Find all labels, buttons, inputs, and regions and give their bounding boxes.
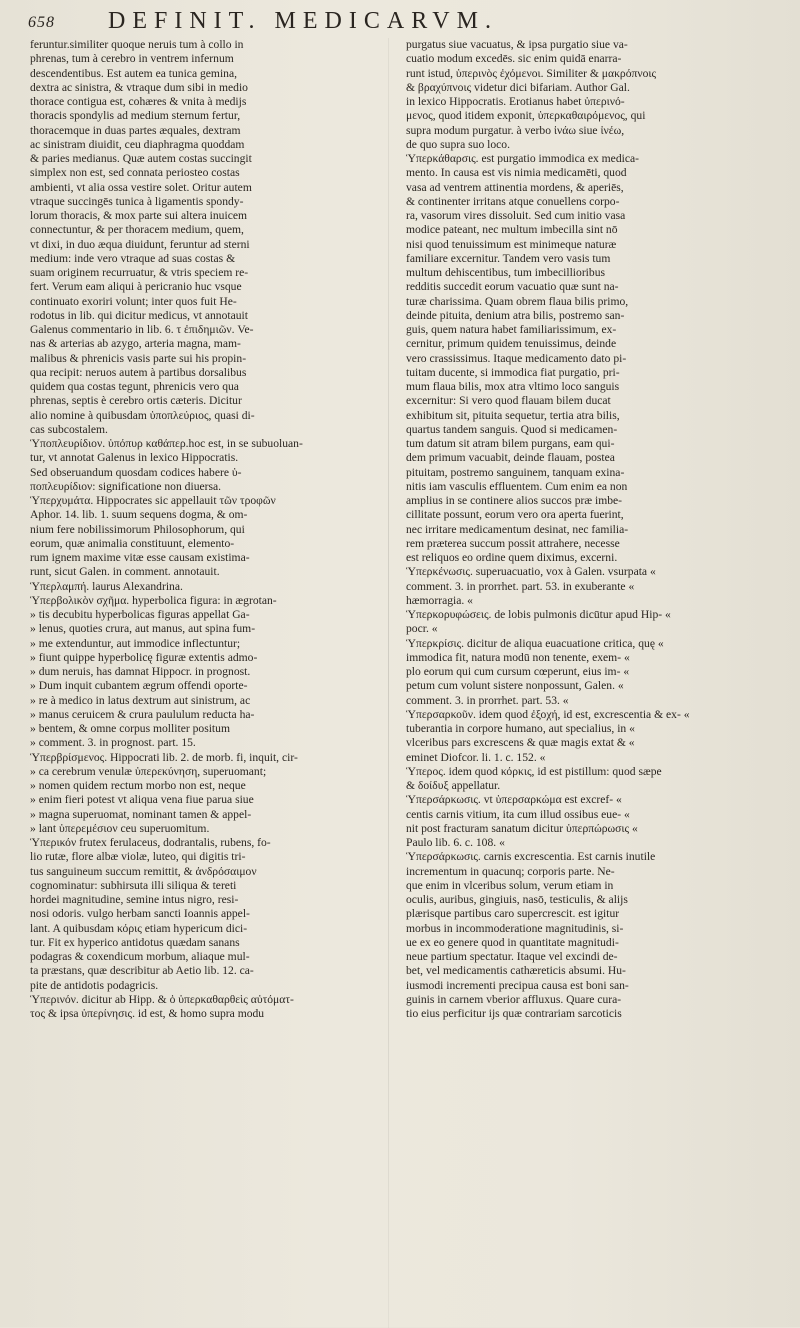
text-line: vt dixi, in duo æqua diuidunt, feruntur ad sterni [30, 237, 250, 251]
text-line: » magna superuomat, nominant tamen & appel- [30, 807, 252, 821]
text-line: Ὑπερος. idem quod κόρκις, id est pistillum: quod sæpe [406, 764, 662, 778]
text-line: » lant ὑπερεμέσιον ceu superuomitum. [30, 821, 210, 835]
text-line: » me extenduntur, aut immodice inflectuntur; [30, 636, 241, 650]
text-line: cernitur, primum quidem tenuissimus, deinde [406, 337, 617, 351]
text-line: phrenas, tum à cerebro in ventrem infernum [30, 52, 234, 66]
text-line: runt, sicut Galen. in comment. annotauit. [30, 565, 220, 579]
text-line: petum cum volunt sistere nonpossunt, Galen. « [406, 679, 624, 693]
text-line: Ὑποπλευρίδιον. ὑπόπυρ καθάπερ.hoc est, in se subuoluan- [30, 437, 303, 450]
text-line: » re à medico in latus dextrum aut sinistrum, ac [30, 693, 251, 707]
text-line: Ὑπερλαμπή. laurus Alexandrina. [30, 579, 183, 593]
text-line: tum datum sit atram bilem purgans, eam qui- [406, 437, 615, 450]
text-line: » nomen quidem rectum morbo non est, neque [30, 779, 246, 792]
text-line: Sed obseruandum quosdam codices habere ὑ- [30, 465, 242, 479]
text-line: » fiunt quippe hyperbolicę figuræ extentis admo- [30, 650, 258, 664]
text-line: tur. Fit ex hyperico antidotus quædam sanans [30, 935, 240, 949]
text-line: vtraque succingēs tunica à ligamentis spondy- [30, 194, 244, 208]
text-line: hordei magnitudine, semine intus nigro, resi- [30, 893, 239, 906]
text-line: thoracis spondylis ad medium sternum fertur, [30, 109, 241, 123]
text-line: hæmorragia. « [406, 593, 473, 607]
text-line: Ὑπερκάθαρσις. est purgatio immodica ex medica- [406, 152, 639, 165]
text-line: Ὑπερχυμάτα. Hippocrates sic appellauit τῶν τροφῶν [30, 494, 276, 507]
text-line: comment. 3. in prorrhet. part. 53. « [406, 693, 569, 707]
text-line: thorace contigua est, cohæres & vnita à medijs [30, 95, 247, 108]
text-line: cillitate possunt, eorum vero ora aperta fuerint, [406, 508, 624, 522]
page-number: 658 [28, 14, 55, 31]
text-line: vasa ad ventrem attinentia mordens, & aperiēs, [406, 180, 624, 194]
text-line: plærisque partibus caro supercrescit. est igitur [406, 907, 620, 921]
text-line: nas & arterias ab azygo, arteria magna, mam- [30, 337, 241, 351]
text-line: Ὑπερσάρκωσις. carnis excrescentia. Est carnis inutile [406, 850, 656, 864]
text-line: exhibitum sit, pituita sequetur, tertia atra bilis, [406, 408, 620, 422]
text-line: τος & ipsa ὑπερίνησις. id est, & homo supra modu [30, 1007, 265, 1020]
text-line: connectuntur, & per thoracem medium, quem, [30, 223, 244, 237]
text-line: fert. Verum eam aliqui à pericranio huc vsque [30, 280, 242, 294]
left-column [30, 38, 390, 1021]
text-line: tio eius perficitur ijs quæ contrariam sarcoticis [406, 1007, 622, 1020]
text-line: thoracemque in duas partes æquales, dextram [30, 123, 241, 137]
text-line: turæ charissima. Quam obrem flaua bilis primo, [406, 294, 629, 308]
text-line: runt istud, ὑπερινὸς ἐχόμενοι. Similiter & μακρόπνοις [406, 66, 657, 80]
text-line: medium: inde vero vtraque ad suas costas & [30, 251, 236, 265]
text-line: nit post fracturam sanatum dicitur ὑπερπώρωσις « [406, 821, 638, 835]
text-line: quidem qua costas tegunt, phrenicis vero qua [30, 380, 239, 393]
text-line: rum ignem maxime vitæ esse causam existima- [30, 551, 250, 564]
text-line: podagras & coxendicum morbum, aliaque mul- [30, 950, 250, 963]
text-line: nec irritare medicamentum desinat, nec familia- [406, 522, 629, 536]
text-line: mum flaua bilis, mox atra vltimo loco sanguis [406, 380, 620, 393]
text-line: lorum thoracis, & mox parte sui altera inuicem [30, 209, 247, 222]
text-line: in lexico Hippocratis. Erotianus habet ὑπερινό- [406, 95, 625, 108]
text-line: iusmodi incrementi precipua causa est boni san- [406, 978, 629, 992]
text-line: eminet Diofcor. li. 1. c. 152. « [406, 750, 546, 764]
text-line: modice pateant, nec multum imbecilla sint nō [406, 223, 618, 237]
text-line: & δοίδυξ appellatur. [406, 779, 501, 792]
text-line: » comment. 3. in prognost. part. 15. [30, 736, 196, 750]
text-line: » dum neruis, has damnat Hippocr. in prognost. [30, 665, 251, 678]
text-line: vlceribus pars excrescens & quæ magis extat & « [406, 736, 635, 750]
text-line: & paries medianus. Quæ autem costas succingit [30, 152, 252, 165]
text-line: ue ex eo genere quod in quantitate magnitudi- [406, 935, 619, 949]
text-line: Ὑπερκορυφώσεις. de lobis pulmonis dicūtur apud Hip- « [406, 608, 671, 621]
text-line: qua recipit: neruos autem à partibus dorsalibus [30, 365, 247, 379]
text-line: est reliquos eo ordine quem diximus, excerni. [406, 551, 618, 564]
text-line: Ὑπερικόν frutex ferulaceus, dodrantalis, rubens, fo- [30, 836, 271, 849]
text-line: cognominatur: subhirsuta illi siliqua & tereti [30, 878, 237, 892]
right-column [406, 38, 766, 1021]
text-line: Ὑπερκένωσις. superuacuatio, vox à Galen. vsurpata « [406, 565, 656, 579]
text-line: ποπλευρίδιον: significatione non diuersa. [30, 479, 222, 493]
text-line: comment. 3. in prorrhet. part. 53. in exuberante « [406, 579, 635, 593]
text-line: tuitam ducente, si immodica fiat purgatio, pri- [406, 365, 620, 379]
text-line: nosi odoris. vulgo herbam sancti Ioannis appel- [30, 907, 250, 921]
text-line: & continenter irritans atque conuellens corpo- [406, 194, 620, 208]
text-line: tuberantia in corpore humano, aut specialius, in « [406, 722, 635, 735]
text-line: dextra ac sinistra, & vtraque dum sibi in medio [30, 80, 248, 94]
text-line: immodica fit, natura modū non tenente, exem- « [406, 650, 630, 664]
text-line: que enim in vlceribus solum, verum etiam in [406, 878, 614, 892]
text-line: » tis decubitu hyperbolicas figuras appellat Ga- [30, 608, 250, 621]
text-line: ra, vasorum vires dissoluit. Sed cum initio vasa [406, 209, 626, 222]
text-line: tus sanguineum succum remittit, & ἀνδρόσαιμον [30, 864, 257, 878]
text-line: ac sinistram diuidit, ceu diaphragma quoddam [30, 137, 245, 151]
text-line: » bentem, & omne corpus molliter positum [30, 722, 230, 735]
text-line: plo eorum qui cum cursum cœperunt, eius im- « [406, 665, 630, 678]
text-line: tur, vt annotat Galenus in lexico Hippocratis. [30, 451, 239, 465]
text-line: centis carnis vitium, ita cum illud ossibus eue- « [406, 807, 630, 821]
text-line: supra modum purgatur. à verbo ἰνάω siue ἰνέω, [406, 123, 625, 137]
text-line: quartus tandem sanguis. Quod si medicamen- [406, 422, 618, 436]
text-line: deinde pituita, denium atra bilis, postremo san- [406, 308, 625, 322]
text-line: continuato exoriri volunt; inter quos fuit He- [30, 294, 237, 308]
text-line: familiare excernitur. Tandem vero vasis tum [406, 251, 611, 265]
text-line: feruntur.similiter quoque neruis tum à collo in [30, 38, 244, 51]
text-line: de quo supra suo loco. [406, 137, 511, 151]
text-line: eorum, quæ animalia constituunt, elemento- [30, 536, 235, 550]
text-line: dem primum vacuabit, deinde flauam, postea [406, 451, 615, 465]
text-line: » lenus, quoties crura, aut manus, aut spina fum- [30, 622, 256, 636]
text-line: incrementum in quacunq; corporis parte. Ne- [406, 864, 615, 878]
text-line: Aphor. 14. lib. 1. suum sequens dogma, & om- [30, 508, 248, 522]
text-line: redditis succedit eorum vacuatio quæ sunt na- [406, 280, 619, 294]
text-line: Galenus commentario in lib. 6. τ ἐπιδημιῶν. Ve- [30, 323, 254, 336]
text-line: excernitur: Si vero quod flauam bilem ducat [406, 394, 611, 408]
text-line: vero crassissimus. Itaque medicamento dato pi- [406, 351, 627, 365]
text-line: pocr. « [406, 622, 438, 636]
text-line: neue partium spectatur. Itaque vel excindi de- [406, 950, 618, 963]
text-line: malibus & phrenicis vasis parte sui his propin- [30, 351, 247, 365]
text-line: » Dum inquit cubantem ægrum offendi oporte- [30, 679, 248, 693]
text-line: nium fere nobilissimorum Philosophorum, qui [30, 522, 245, 536]
text-line: ambienti, vt alia ossa vestire solet. Oritur autem [30, 180, 252, 194]
text-line: & βραχύπνοις videtur dici bifariam. Author Gal. [406, 80, 630, 94]
text-line: » enim fieri potest vt aliqua vena fiue parua siue [30, 793, 254, 807]
text-line: purgatus siue vacuatus, & ipsa purgatio siue va- [406, 38, 628, 51]
text-line: Paulo lib. 6. c. 108. « [406, 836, 505, 849]
text-line: rem præterea succum possit attrahere, necesse [406, 536, 620, 550]
text-line: μενος, quod itidem exponit, ὑπερκαθαιρόμενος, qui [406, 109, 646, 123]
text-line: ta præstans, quæ describitur ab Aetio lib. 12. ca- [30, 964, 254, 978]
text-line: bet, vel medicamentis cathæreticis absumi. Hu- [406, 964, 626, 978]
text-line: lant. A quibusdam κόρις etiam hypericum dici- [30, 921, 248, 935]
text-line: lio rutæ, flore albæ violæ, luteo, qui digitis tri- [30, 850, 246, 864]
text-line: cuatio modum excedēs. sic enim quidā enarra- [406, 52, 622, 66]
text-line: rodotus in lib. qui dicitur medicus, vt annotauit [30, 308, 248, 322]
text-line: suam originem recurruatur, & vtris speciem re- [30, 266, 249, 279]
running-head: DEFINIT. MEDICARVM. [108, 8, 498, 34]
text-line: Ὑπερσαρκοῦν. idem quod ἐξοχή, id est, excrescentia & ex- « [406, 707, 690, 721]
text-line: Ὑπερβρίσμενος. Hippocrati lib. 2. de morb. fi, inquit, cir- [30, 750, 298, 764]
text-line: » manus ceruicem & crura paululum reducta ha- [30, 707, 255, 721]
text-line: Ὑπερσάρκωσις. vt ὑπερσαρκώμα est excref- « [406, 793, 622, 807]
text-line: Ὑπερβολικὸν σχῆμα. hyperbolica figura: in ægrotan- [30, 593, 277, 607]
text-line: mento. In causa est vis nimia medicamēti, quod [406, 166, 627, 180]
text-line: descendentibus. Est autem ea tunica gemina, [30, 66, 238, 80]
text-line: Ὑπερινόν. dicitur ab Hipp. & ὁ ὑπερκαθαρθεὶς αὐτόματ- [30, 992, 294, 1006]
page-header [28, 8, 788, 38]
text-line: morbus in incommoderatione magnitudinis, si- [406, 921, 624, 935]
text-line: nisi quod tenuissimum est minimeque naturæ [406, 237, 617, 251]
text-line: phrenas, septis è cerebro ortis cæteris. Dicitur [30, 394, 242, 408]
text-line: nitis iam vasculis effluentem. Cum enim ea non [406, 479, 628, 493]
text-line: amplius in se continere alios succos præ imbe- [406, 494, 623, 507]
text-line: guis, quem natura habet familiarissimum, ex- [406, 323, 617, 336]
text-line: oculis, auribus, gingiuis, nasō, testiculis, & alijs [406, 893, 628, 906]
text-line: multum dehiscentibus, tum imbecillioribus [406, 266, 606, 279]
text-line: cas subcostalem. [30, 422, 108, 436]
text-line: pituitam, postremo sanguinem, tanquam exina- [406, 465, 625, 479]
text-line: pite de antidotis podagricis. [30, 978, 159, 992]
text-line: alio nomine à quibusdam ὑποπλεύριος, quasi di- [30, 408, 255, 422]
text-line: Ὑπερκρίσις. dicitur de aliqua euacuatione critica, quę « [406, 636, 664, 650]
text-line: » ca cerebrum venulæ ὑπερεκύνηση, superuomant; [30, 764, 267, 778]
text-line: simplex non est, sed connata periosteo costas [30, 166, 240, 180]
text-line: guinis in carnem vberior affluxus. Quare cura- [406, 992, 622, 1006]
